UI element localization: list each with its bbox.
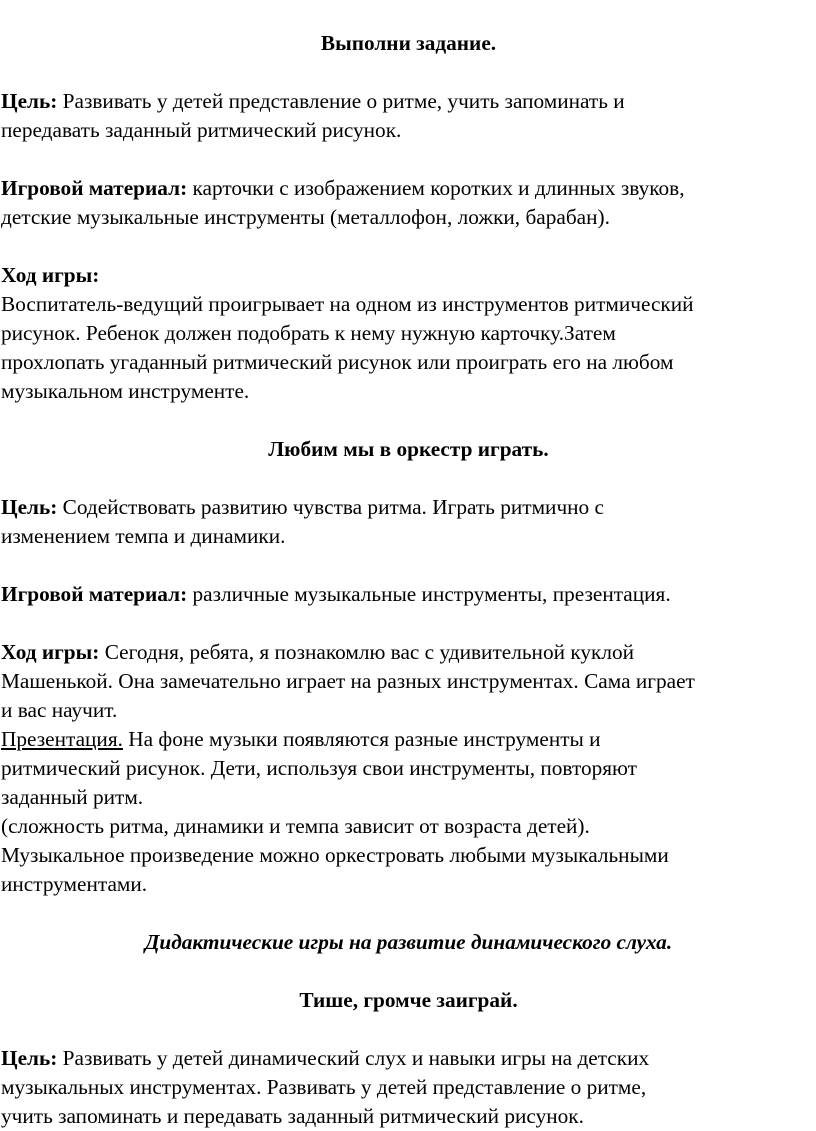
goal-text: Развивать у детей представление о ритме, учить запоминать и: [57, 89, 625, 113]
presentation-paragraph: [1, 725, 816, 754]
goal-text-line: изменением темпа и динамики.: [1, 524, 286, 548]
presentation-text-line: ритмический рисунок. Дети, используя свои инструменты, повторяют: [1, 756, 637, 780]
note-text-line: (сложность ритма, динамики и темпа зависит от возраста детей).: [1, 814, 590, 838]
course-text-line: и вас научит.: [1, 698, 118, 722]
goal-text-line: учить запоминать и передавать заданный ритмический рисунок.: [1, 1104, 584, 1128]
material-paragraph-1: [1, 174, 816, 203]
goal-text: Развивать у детей динамический слух и навыки игры на детских: [57, 1046, 650, 1070]
goal-text-line: передавать заданный ритмический рисунок.: [1, 118, 402, 142]
goal-paragraph-1: [1, 87, 816, 116]
material-label: Игровой материал:: [1, 176, 188, 200]
course-text-line: Воспитатель-ведущий проигрывает на одном из инструментов ритмический: [1, 292, 694, 316]
material-text: карточки с изображением коротких и длинных звуков,: [187, 176, 685, 200]
game-title-1: Выполни задание.: [320, 31, 497, 55]
material-text: различные музыкальные инструменты, презентация.: [187, 582, 671, 606]
goal-label: Цель:: [1, 89, 58, 113]
course-text-line: рисунок. Ребенок должен подобрать к нему нужную карточку.Затем: [1, 321, 616, 345]
material-label: Игровой материал:: [1, 582, 188, 606]
course-text-line: Машенькой. Она замечательно играет на разных инструментах. Сама играет: [1, 669, 695, 693]
goal-label: Цель:: [1, 495, 58, 519]
music-text-line: инструментами.: [1, 872, 148, 896]
game-title-3: Тише, громче заиграй.: [299, 988, 518, 1012]
presentation-text-line: заданный ритм.: [1, 785, 144, 809]
goal-label: Цель:: [1, 1046, 58, 1070]
goal-paragraph-3: [1, 1044, 816, 1073]
section-heading: Дидактические игры на развитие динамического слуха.: [144, 930, 673, 954]
course-label-1: Ход игры:: [1, 263, 100, 287]
goal-text-line: музыкальных инструментах. Развивать у детей представление о ритме,: [1, 1075, 647, 1099]
course-text-line: музыкальном инструменте.: [1, 379, 250, 403]
course-text-line: прохлопать угаданный ритмический рисунок или проиграть его на любом: [1, 350, 674, 374]
course-text: Сегодня, ребята, я познакомлю вас с удивительной куклой: [99, 640, 635, 664]
presentation-text: На фоне музыки появляются разные инструменты и: [122, 727, 601, 751]
course-paragraph-2: [1, 638, 816, 667]
presentation-label: Презентация.: [1, 727, 123, 751]
goal-text: Содействовать развитию чувства ритма. Играть ритмично с: [57, 495, 604, 519]
music-text-line: Музыкальное произведение можно оркестровать любыми музыкальными: [1, 843, 669, 867]
goal-paragraph-2: [1, 493, 816, 522]
material-paragraph-2: [1, 580, 816, 609]
game-title-2: Любим мы в оркестр играть.: [268, 437, 549, 461]
course-label: Ход игры:: [1, 640, 100, 664]
material-text-line: детские музыкальные инструменты (металлофон, ложки, барабан).: [1, 205, 610, 229]
